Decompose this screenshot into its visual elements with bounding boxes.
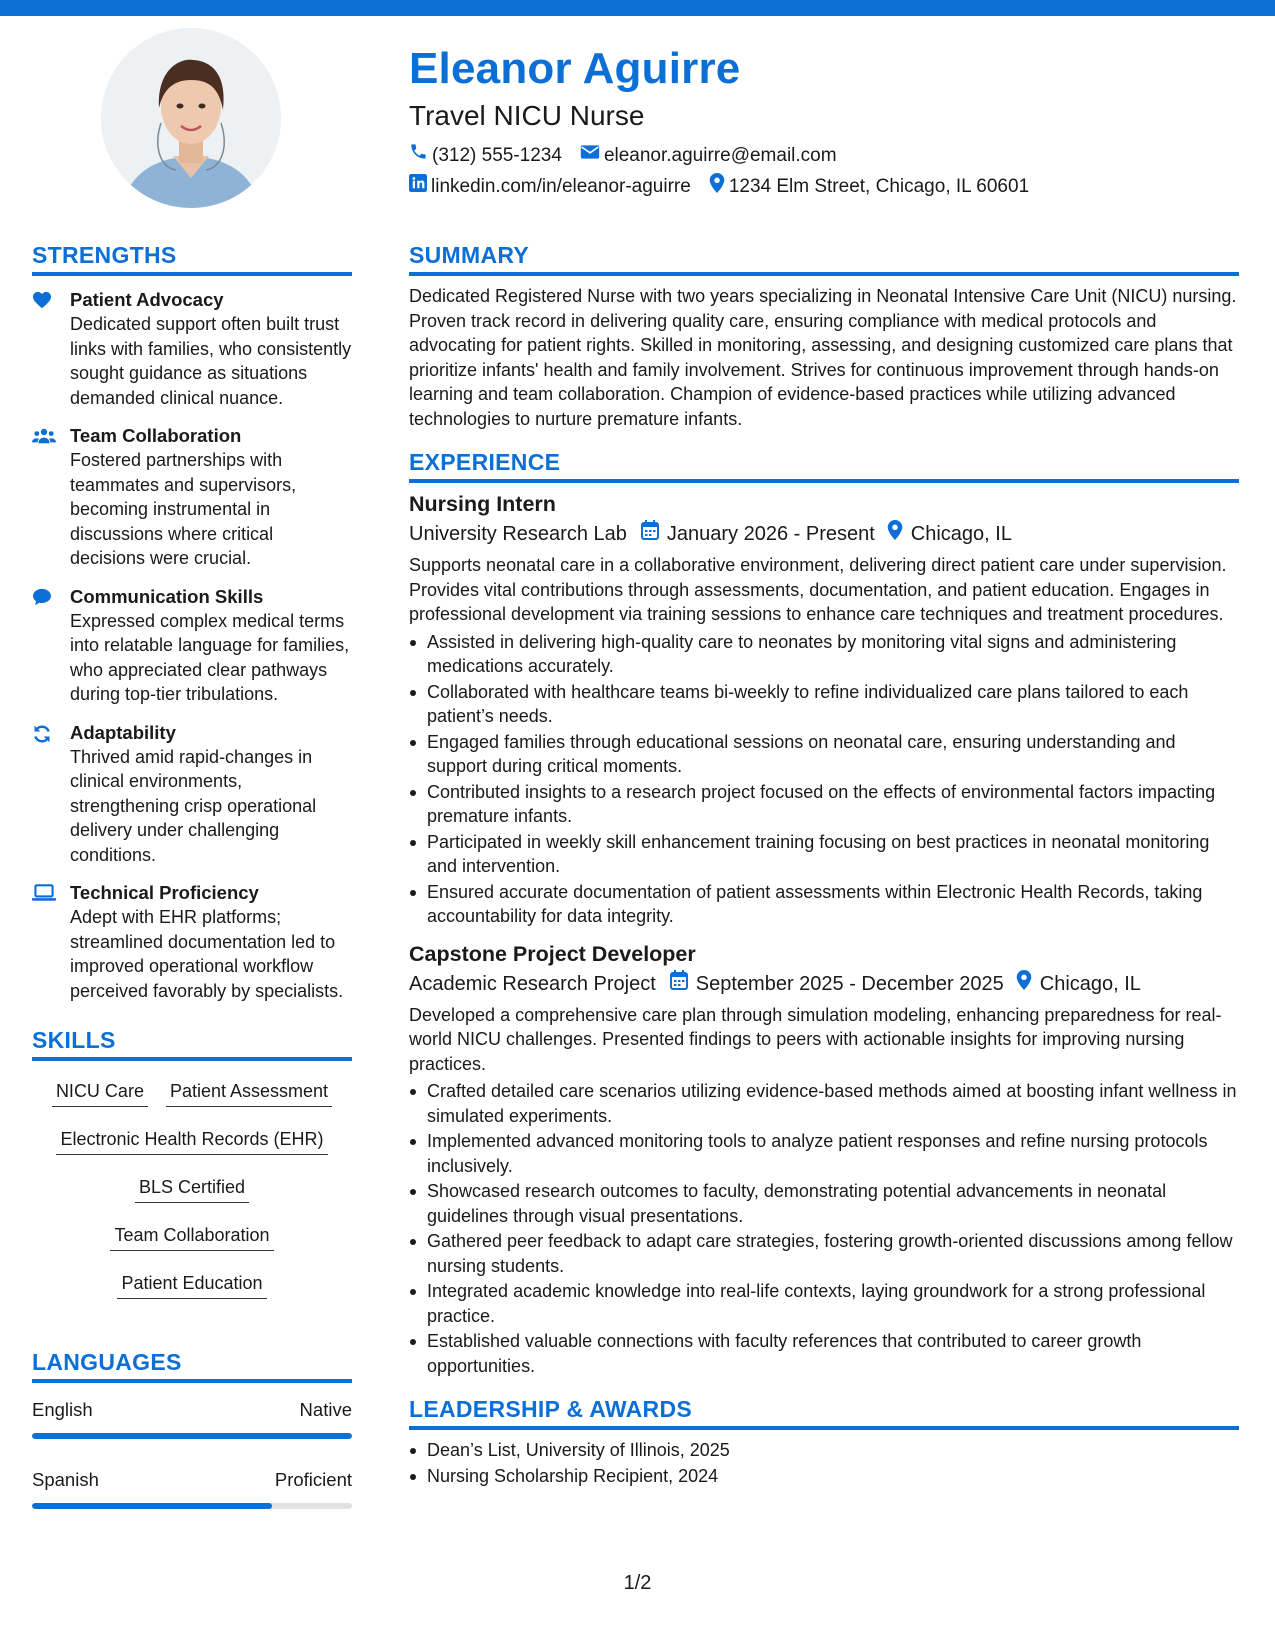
strength-title: Adaptability: [70, 721, 176, 743]
page-number: 1/2: [623, 1572, 652, 1594]
phone-contact: [409, 142, 562, 169]
linkedin-contact: [409, 174, 691, 200]
list-item: Showcased research outcomes to faculty, demonstrating potential advancements in neonatal guidelines through visual presentations.: [409, 1179, 1239, 1228]
map-pin-icon: [709, 173, 729, 201]
skills-heading: SKILLS: [32, 1025, 352, 1061]
top-accent-bar: [0, 0, 1275, 16]
strength-title: Team Collaboration: [70, 425, 242, 446]
skill-tag: Team Collaboration: [110, 1221, 273, 1251]
strength-text: Adept with EHR platforms; streamlined documentation led to improved operational workflow perceived favorably by specialists.: [70, 907, 344, 1001]
profile-photo: [101, 28, 281, 208]
list-item: Contributed insights to a research project focused on the effects of environmental factors impacting premature infants.: [409, 780, 1239, 829]
strength-text: Thrived amid rapid-changes in clinical environments, strengthening crisp operational delivery under challenging conditions.: [70, 746, 317, 865]
strength-item: [32, 424, 352, 571]
language-proficiency-fill: [32, 1503, 272, 1509]
list-item: Ensured accurate documentation of patient assessments within Electronic Health Records, taking accountability for data integrity.: [409, 880, 1239, 929]
job-title-headline: Travel NICU Nurse: [409, 100, 645, 131]
skill-tag: BLS Certified: [135, 1173, 249, 1203]
address-contact: [709, 173, 1029, 201]
experience-entry: [409, 939, 1239, 1379]
strength-item: [32, 721, 352, 868]
envelope-icon: [580, 143, 604, 169]
heart-icon: [32, 296, 52, 313]
position-title: Capstone Project Developer: [409, 941, 696, 966]
location-text: Chicago, IL: [910, 523, 1012, 545]
strength-text: Dedicated support often built trust links with families, who consistently sought guidance as situations demanded clinical nuance.: [70, 314, 352, 408]
list-item: Dean’s List, University of Illinois, 2025: [409, 1438, 1239, 1463]
job-location: [887, 519, 1012, 549]
map-pin-icon: [1016, 969, 1040, 999]
position-description: Supports neonatal care in a collaborative environment, delivering direct patient care under supervision. Provides vital contributions through assessments, documentation, and patient education. Engages in professional development via training sessions to enhance care techniques and treatment procedures.: [409, 555, 1227, 624]
list-item: Assisted in delivering high-quality care to neonates by monitoring vital signs and administering medications accurately.: [409, 630, 1239, 679]
list-item: Collaborated with healthcare teams bi-weekly to refine individualized care plans tailored to each patient’s needs.: [409, 680, 1239, 729]
right-column: [409, 240, 1239, 1489]
organization: University Research Lab: [409, 523, 627, 545]
achievement-list: [409, 630, 1239, 929]
chat-bubble-icon: [32, 593, 52, 610]
map-pin-icon: [887, 519, 911, 549]
strength-text: Expressed complex medical terms into relatable language for families, who appreciated clear pathways during top-tier tribulations.: [70, 610, 350, 704]
address-text: 1234 Elm Street, Chicago, IL 60601: [728, 176, 1030, 197]
strength-title: Patient Advocacy: [70, 289, 224, 310]
language-proficiency-fill: [32, 1433, 352, 1439]
email-contact: [580, 143, 837, 169]
language-item: [32, 1397, 352, 1439]
experience-heading: EXPERIENCE: [409, 447, 1239, 483]
skill-tag: NICU Care: [52, 1077, 148, 1107]
summary-heading: SUMMARY: [409, 240, 1239, 276]
summary-text: Dedicated Registered Nurse with two years specializing in Neonatal Intensive Care Unit (NICU) nursing. Proven track record in delivering quality care, ensuring compliance with medical protocols and advocating for patient rights. Skilled in monitoring, assessing, and designing customized care plans that prioritize infants' health and family involvement. Strives for continuous improvement through hands-on learning and team collaboration. Champion of evidence-based practices while utilizing advanced technologies to nurture premature infants.: [409, 286, 1237, 429]
strength-item: [32, 881, 352, 1003]
language-level: Proficient: [274, 1469, 352, 1490]
position-meta: [409, 519, 1239, 549]
language-level: Native: [299, 1399, 352, 1420]
position-description: Developed a comprehensive care plan through simulation modeling, enhancing preparedness for real-world NICU challenges. Presented findings to peers with actionable insights for improving nursing practices.: [409, 1004, 1222, 1074]
organization: Academic Research Project: [409, 972, 656, 995]
position-meta: [409, 969, 1239, 999]
list-item: Implemented advanced monitoring tools to analyze patient responses and refine nursing protocols inclusively.: [409, 1129, 1239, 1178]
awards-list: [409, 1438, 1239, 1488]
phone-icon: [409, 142, 432, 169]
location-text: Chicago, IL: [1039, 972, 1141, 995]
strength-title: Communication Skills: [70, 585, 264, 607]
strength-item: [32, 585, 352, 707]
date-range: [641, 519, 875, 549]
sync-icon: [32, 731, 52, 748]
skill-tag: Patient Education: [117, 1269, 266, 1299]
list-item: Established valuable connections with faculty references that contributed to career growth opportunities.: [409, 1329, 1239, 1378]
contact-row-2: [409, 173, 1239, 201]
calendar-icon: [670, 969, 696, 999]
awards-heading: LEADERSHIP & AWARDS: [409, 1394, 1239, 1430]
skill-tag: Patient Assessment: [166, 1077, 332, 1107]
list-item: Participated in weekly skill enhancement training focusing on best practices in neonatal monitoring and intervention.: [409, 830, 1239, 879]
language-item: [32, 1467, 352, 1509]
linkedin-icon: [409, 174, 431, 200]
date-text: January 2026 - Present: [666, 523, 875, 545]
left-column: [32, 240, 352, 1527]
list-item: Engaged families through educational sessions on neonatal care, ensuring understanding and support during critical moments.: [409, 730, 1239, 779]
skills-list: [32, 1073, 352, 1317]
language-proficiency-bar: [32, 1503, 352, 1509]
email-link[interactable]: eleanor.aguirre@email.com: [603, 144, 837, 166]
candidate-name: Eleanor Aguirre: [409, 44, 741, 93]
list-item: Gathered peer feedback to adapt care strategies, fostering growth-oriented discussions among fellow nursing students.: [409, 1229, 1239, 1278]
list-item: Integrated academic knowledge into real-life contexts, laying groundwork for a strong professional practice.: [409, 1279, 1239, 1328]
users-icon: [32, 432, 56, 449]
linkedin-link[interactable]: linkedin.com/in/eleanor-aguirre: [431, 176, 691, 197]
strengths-heading: STRENGTHS: [32, 240, 352, 276]
experience-entry: [409, 489, 1239, 929]
contact-row-1: [409, 142, 1239, 169]
date-range: [670, 969, 1004, 999]
resume-header: [409, 40, 1239, 201]
laptop-icon: [32, 889, 56, 906]
calendar-icon: [641, 519, 667, 549]
languages-heading: LANGUAGES: [32, 1347, 352, 1383]
strength-text: Fostered partnerships with teammates and supervisors, becoming instrumental in discussions where critical decisions were crucial.: [70, 450, 297, 568]
job-location: [1016, 969, 1141, 999]
language-name: Spanish: [32, 1469, 99, 1490]
achievement-list: [409, 1079, 1239, 1378]
phone-number: (312) 555-1234: [432, 144, 562, 166]
strength-item: [32, 288, 352, 410]
list-item: Nursing Scholarship Recipient, 2024: [409, 1464, 1239, 1489]
skill-tag: Electronic Health Records (EHR): [56, 1125, 327, 1155]
date-text: September 2025 - December 2025: [695, 972, 1004, 995]
position-title: Nursing Intern: [409, 492, 556, 516]
language-proficiency-bar: [32, 1433, 352, 1439]
strength-title: Technical Proficiency: [70, 882, 259, 903]
list-item: Crafted detailed care scenarios utilizing evidence-based methods aimed at boosting infant wellness in simulated experiments.: [409, 1079, 1239, 1128]
language-name: English: [32, 1399, 93, 1420]
